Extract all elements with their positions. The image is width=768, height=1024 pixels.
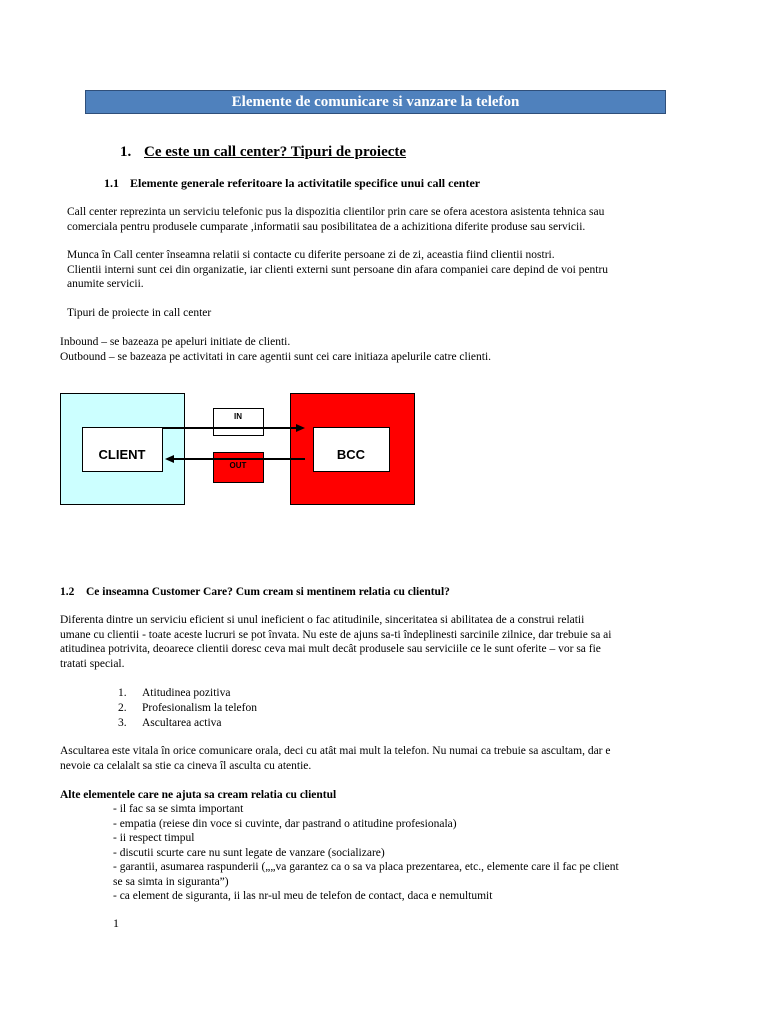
document-title: Elemente de comunicare si vanzare la telefon [231, 94, 520, 110]
outbound-text: Outbound – se bazeaza pe activitati in care agentii sunt cei care initiaza apelurile catre clienti. [60, 351, 492, 363]
list-item-number: 1. [118, 687, 127, 699]
section-1-heading [120, 144, 406, 161]
bullet-item: - il fac sa se simta important [113, 803, 244, 815]
work-line: Clientii interni sunt cei din organizatie, iar clienti externi sunt persoane din afara companiei care depind de voi pentru [67, 263, 609, 276]
bcc-label: BCC [336, 447, 366, 462]
listening-line: Ascultarea este vitala în orice comunicare orala, deci cu atât mai mult la telefon. Nu numai ca trebuie sa ascultam, dar e [60, 745, 611, 757]
section-1-number: 1. [120, 144, 132, 160]
project-types-heading: Tipuri de proiecte in call center [67, 307, 212, 319]
list-item [118, 701, 418, 716]
document-title-banner [85, 90, 666, 114]
client-label: CLIENT [98, 447, 146, 462]
list-item-text: Profesionalism la telefon [142, 702, 257, 714]
section-1-1-heading [104, 176, 480, 191]
section-1-1-title: Elemente generale referitoare la activitatile specifice unui call center [130, 176, 481, 190]
section-1-2-heading [60, 585, 450, 600]
bullet-item: - garantii, asumarea raspunderii („„va garantez ca o sa va placa prezentarea, etc., elemente care il fac pe client [113, 861, 619, 873]
key-points-list [118, 686, 418, 731]
difference-line: atitudinea potrivita, deoarece clientii doresc ceva mai mult decât produsele sau serviciile ce le sunt oferite – vor sa fie [60, 643, 601, 655]
bullet-item: - discutii scurte care nu sunt legate de vanzare (socializare) [113, 846, 385, 859]
out-label: OUT [229, 461, 247, 470]
list-item-number: 3. [118, 717, 127, 729]
work-line: anumite servicii. [67, 278, 144, 290]
work-line: Munca în Call center înseamna relatii si contacte cu diferite persoane zi de zi, aceastia fiind clientii nostri. [67, 249, 555, 261]
list-item [118, 686, 418, 701]
difference-line: umane cu clientii - toate aceste lucruri se pot învata. Nu este de ajuns sa-ti îndeplinesti sarcinile zilnice, dar trebuie sa ai [60, 628, 612, 641]
difference-paragraph [60, 613, 611, 671]
section-1-2-title: Ce inseamna Customer Care? Cum cream si mentinem relatia cu clientul? [86, 586, 450, 598]
difference-line: tratati special. [60, 657, 125, 670]
list-item-text: Ascultarea activa [142, 717, 222, 729]
section-1-title: Ce este un call center? Tipuri de proiecte [144, 144, 407, 160]
page-number: 1 [113, 916, 119, 930]
intro-line: comerciala pentru produsele cumparate ,informatii sau posibilitatea de a achizitiona diferite produse sau servicii. [67, 220, 586, 233]
bullet-item: se sa simta in siguranta”) [113, 875, 229, 888]
list-item-number: 2. [118, 702, 127, 714]
bullet-item: - empatia (reiese din voce si cuvinte, dar pastrand o atitudine profesionala) [113, 817, 457, 830]
list-item-text: Atitudinea pozitiva [142, 687, 231, 699]
list-item [118, 716, 418, 731]
bullet-item: - ca element de siguranta, ii las nr-ul meu de telefon de contact, daca e nemultumit [113, 890, 493, 902]
other-elements-heading: Alte elementele care ne ajuta sa cream relatia cu clientul [60, 789, 337, 801]
listening-paragraph [60, 744, 610, 773]
section-1-2-number: 1.2 [60, 586, 75, 598]
other-elements-list [113, 802, 673, 904]
difference-line: Diferenta dintre un serviciu eficient si unul ineficient o fac atitudinile, sinceritatea si abilitatea de a construi relatii [60, 614, 585, 626]
intro-paragraph [67, 205, 604, 234]
listening-line: nevoie ca celalalt sa stie ca cineva îl asculta cu atentie. [60, 759, 312, 772]
inbound-text: Inbound – se bazeaza pe apeluri initiate de clienti. [60, 336, 291, 348]
in-label: IN [234, 412, 242, 421]
work-paragraph [67, 248, 608, 292]
section-1-1-number: 1.1 [104, 176, 119, 190]
bullet-item: - ii respect timpul [113, 832, 195, 844]
intro-line: Call center reprezinta un serviciu telefonic pus la dispozitia clientilor prin care se ofera acestora asistenta tehnica sau [67, 206, 605, 218]
